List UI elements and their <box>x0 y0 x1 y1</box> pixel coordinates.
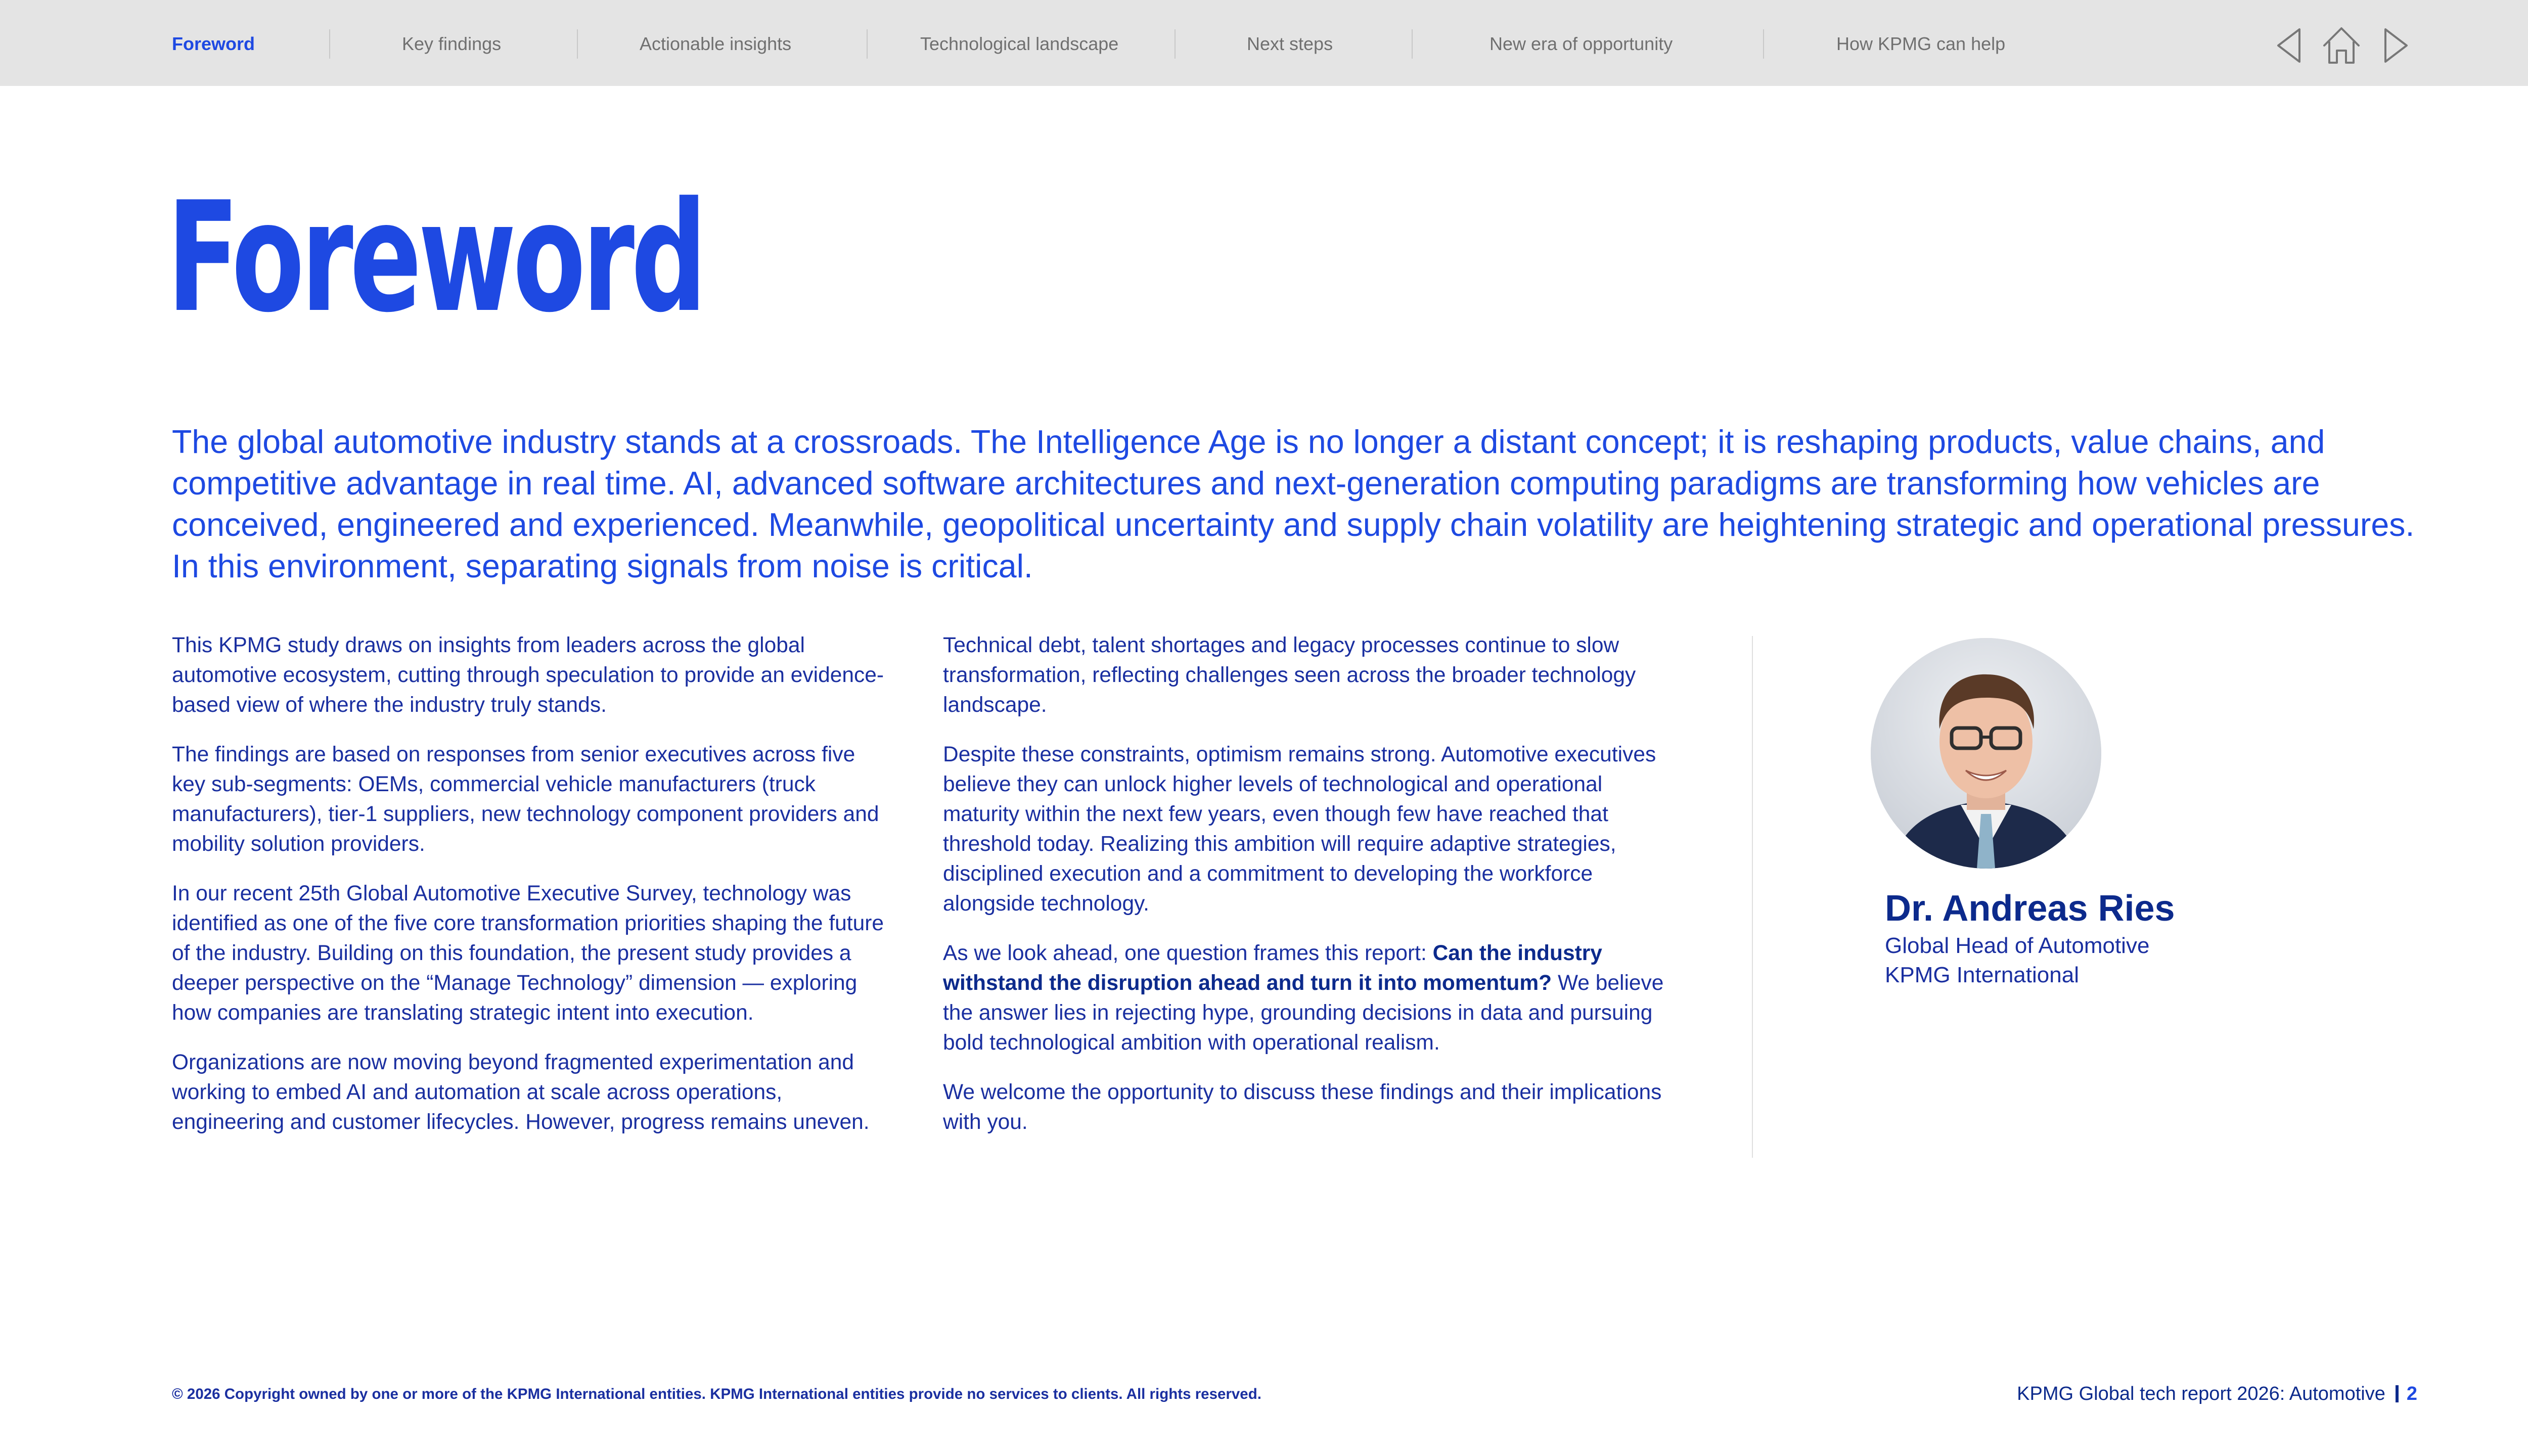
key-question-paragraph <box>943 938 1666 1058</box>
triangle-right-outline-icon[interactable] <box>2382 27 2410 64</box>
author-role: Global Head of Automotive <box>1885 933 2150 958</box>
author-portrait <box>1871 638 2101 869</box>
nav-tab-key-findings[interactable]: Key findings <box>402 33 502 54</box>
key-question-text: Can the industry withstand the disruption ahead and turn it into momentum? <box>943 941 1602 995</box>
nav-tab-next-steps[interactable]: Next steps <box>1247 33 1333 54</box>
nav-divider <box>1175 29 1176 59</box>
column-divider <box>1752 636 1753 1158</box>
nav-tab-foreword[interactable]: Foreword <box>172 33 255 54</box>
question-tail-text: We believe the answer lies in rejecting hype, grounding decisions in data and pursuing bold technological ambition with operational realism. <box>943 971 1664 1055</box>
body-column-middle <box>943 630 1666 1157</box>
nav-divider <box>329 29 330 59</box>
footer-separator <box>2396 1385 2399 1402</box>
body-paragraph: Technical debt, talent shortages and legacy processes continue to slow transformation, reflecting challenges seen across the broader technology landscape. <box>943 633 1636 717</box>
page-number: 2 <box>2406 1383 2417 1404</box>
page-title: Foreword <box>167 169 704 346</box>
top-navigation-bar <box>0 0 2528 86</box>
nav-divider <box>577 29 578 59</box>
report-title: KPMG Global tech report 2026: Automotive <box>2017 1383 2385 1404</box>
author-organization: KPMG International <box>1885 963 2079 987</box>
intro-paragraph: The global automotive industry stands at a crossroads. The Intelligence Age is no longer a distant concept; it is reshaping products, value chains, and competitive advantage in real time. AI, advanced software architectures and next-generation computing paradigms are transforming how vehicles are conceived, engineered and experienced. Meanwhile, geopolitical uncertainty and supply chain volatility are heightening strategic and operational pressures. In this environment, separating signals from noise is critical. <box>172 424 2415 584</box>
author-name: Dr. Andreas Ries <box>1885 888 2175 929</box>
house-outline-icon[interactable] <box>2322 25 2361 66</box>
body-paragraph: Despite these constraints, optimism remains strong. Automotive executives believe they can unlock higher levels of technological and operational maturity within the next few years, even though few have reached that threshold today. Realizing this ambition will require adaptive strategies, disciplined execution and a commitment to developing the workforce alongside technology. <box>943 743 1656 916</box>
body-paragraph: This KPMG study draws on insights from leaders across the global automotive ecosystem, cutting through speculation to provide an evidence-based view of where the industry truly stands. <box>172 633 884 717</box>
question-lead-text: As we look ahead, one question frames this report: <box>943 941 1433 965</box>
nav-tab-technological-landscape[interactable]: Technological landscape <box>920 33 1119 54</box>
body-paragraph: The findings are based on responses from senior executives across five key sub-segments: OEMs, commercial vehicle manufacturers (truck manufacturers), tier-1 suppliers, new technology component providers and mobility solution providers. <box>172 743 879 856</box>
body-paragraph: We welcome the opportunity to discuss these findings and their implications with you. <box>943 1080 1662 1134</box>
footer-report-info <box>2017 1381 2417 1406</box>
triangle-left-outline-icon[interactable] <box>2275 27 2303 64</box>
nav-tab-actionable-insights[interactable]: Actionable insights <box>640 33 792 54</box>
body-paragraph: Organizations are now moving beyond fragmented experimentation and working to embed AI and automation at scale across operations, engineering and customer lifecycles. However, progress remains uneven. <box>172 1051 870 1134</box>
nav-divider <box>1412 29 1413 59</box>
body-paragraph: In our recent 25th Global Automotive Executive Survey, technology was identified as one of the five core transformation priorities shaping the future of the industry. Building on this foundation, the present study provides a deeper perspective on the “Manage Technology” dimension — exploring how companies are translating strategic intent into execution. <box>172 882 884 1025</box>
nav-divider <box>867 29 868 59</box>
nav-divider <box>1763 29 1764 59</box>
body-column-left <box>172 630 890 1157</box>
nav-tab-how-kpmg-can-help[interactable]: How KPMG can help <box>1836 33 2006 54</box>
nav-tab-new-era-of-opportunity[interactable]: New era of opportunity <box>1489 33 1673 54</box>
copyright-notice: © 2026 Copyright owned by one or more of the KPMG International entities. KPMG International entities provide no services to clients. All rights reserved. <box>172 1386 1261 1402</box>
